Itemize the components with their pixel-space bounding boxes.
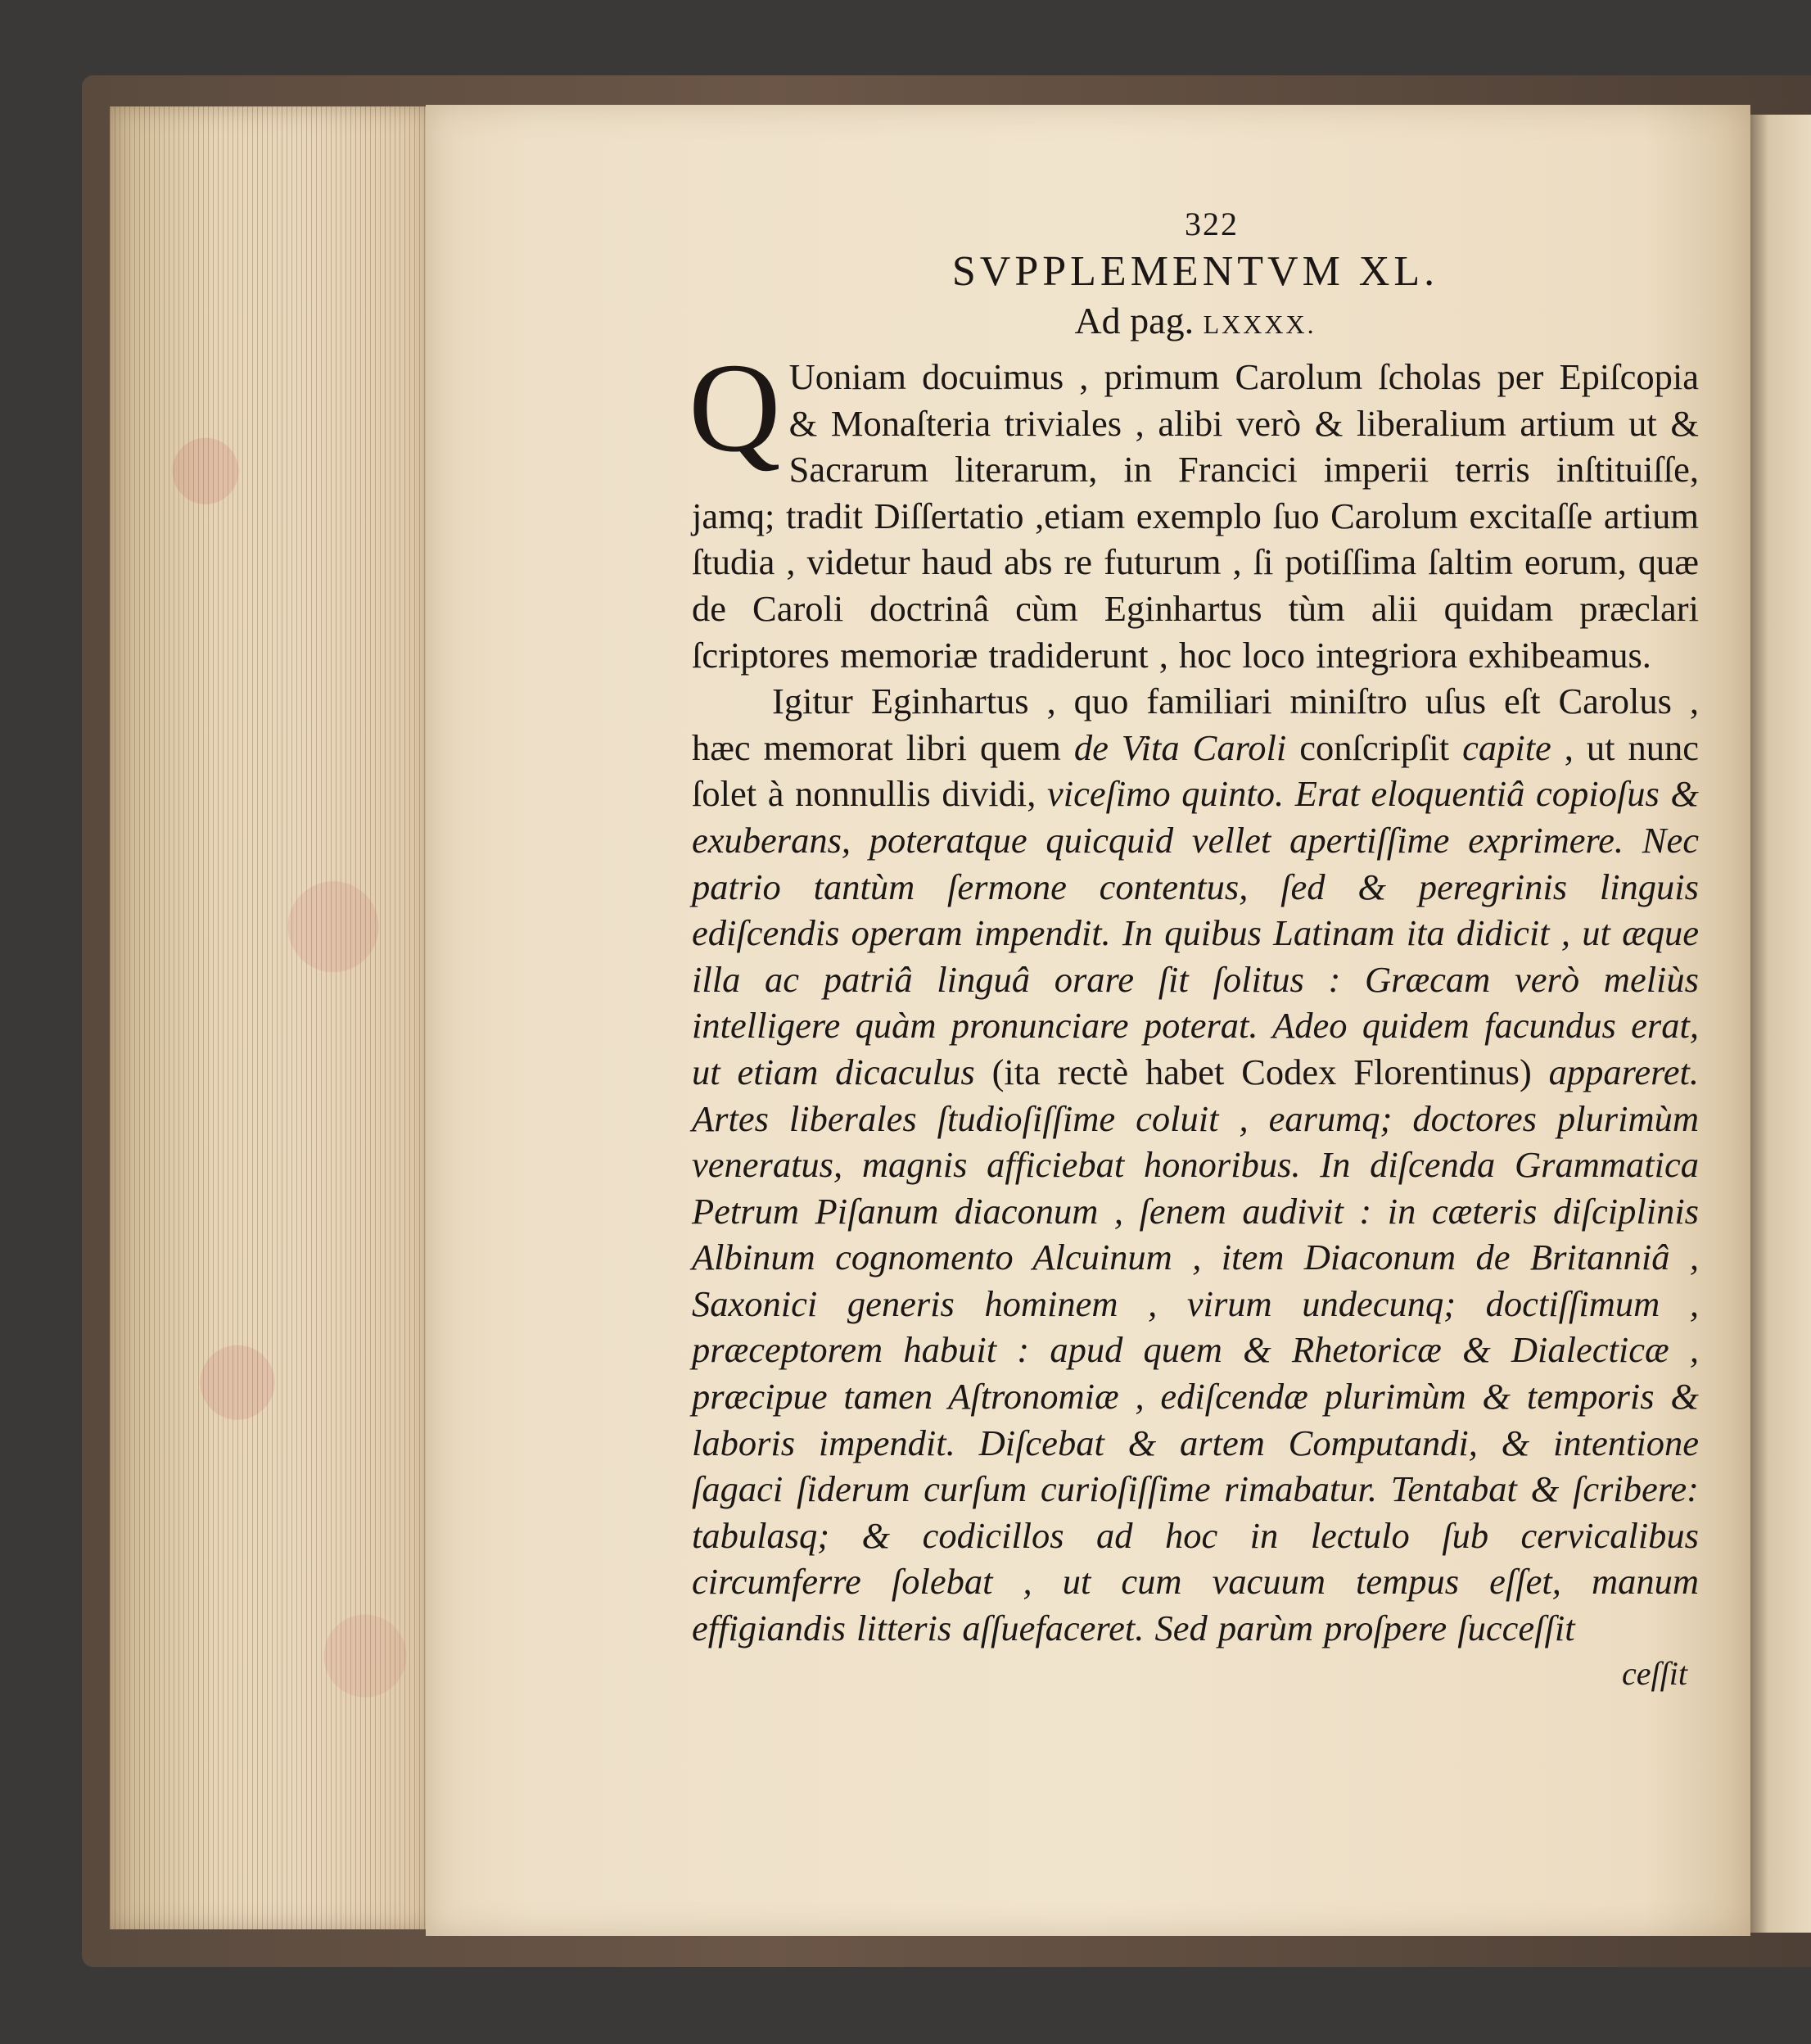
paragraph-2-quotation-1: viceſimo quinto. Erat eloquentiâ copioſus & exuberans, poteratque quicquid vellet apertiſſime exprimere. Nec patrio tantùm ſermone contentus, ſed & peregrinis linguis ediſcendis operam impendit. In quibus Latinam ita didicit , ut æque illa ac patriâ linguâ orare ſit ſolitus : Græcam verò meliùs intelligere quàm pronunciare poterat. Adeo quidem facundus erat, ut etiam dicaculus [692,773,1700,1092]
paragraph-2-quotation-2: appareret. Artes liberales ſtudioſiſſime coluit , earumq; doctores plurimùm veneratus, magnis afficiebat honoribus. In diſcenda Grammatica Petrum Piſanum diaconum , ſenem audivit : in cæteris diſciplinis Albinum cognomento Alcuinum , item Diaconum de Britanniâ , Saxonici generis hominem , virum undecunq; doctiſſimum , præceptorem habuit : apud quem & Rhetoricæ & Dialecticæ , præcipue tamen Aſtronomiæ , ediſcendæ plurimùm & temporis & laboris impendit. Diſcebat & artem Computandi, & intentione ſagaci ſiderum curſum curioſiſſime rimabatur. Tentabat & ſcribere: tabulasq; & codicillos ad hoc in lectulo ſub cervicalibus circumferre ſolebat , ut cum vacuum tempus eſſet, manum effigiandis litteris aſſuefaceret. Sed parùm proſpere ſucceſſit [692,1051,1699,1649]
paragraph-2-capite: capite [1462,726,1551,768]
paragraph-2-part-1: Igitur Eginhartus , quo familiari miniſtro uſus eſt Carolus , hæc memorat libri quem [692,681,1699,768]
red-speckled-edge [110,106,429,1929]
facing-page-edge [1750,115,1811,1933]
catchword: ceſſit [1622,1654,1687,1692]
subheading-reference: LXXXX. [1203,310,1316,339]
section-heading: SVPPLEMENTVM XL. [951,248,1439,295]
paragraph-2-part-7: (ita rectè habet Codex Florentinus) [974,1051,1549,1092]
page-number: 322 [1185,206,1239,242]
page-stack-edge [110,106,429,1929]
paragraph-1 [689,337,1699,678]
paragraph-2-part-5: , ut nunc ſolet à nonnullis dividi, [692,726,1700,815]
section-subheading [692,298,1699,347]
paragraph-2-title-italic: de Vita Caroli [1073,726,1287,768]
drop-cap: Q [689,337,781,478]
page-text-block [689,205,1700,1694]
paragraph-2 [692,678,1699,1651]
subheading-prefix: Ad pag. [1074,300,1195,341]
paragraph-1-text: Uoniam docuimus , primum Carolum ſcholas per Epiſcopia & Monaſteria triviales , alibi verò & liberalium artium ut & Sacrarum literarum, in Francici imperii terris inſtituiſſe, jamq; tradit Diſſertatio ,etiam exemplo ſuo Carolum excitaſſe artium ſtudia , videtur haud abs re futurum , ſi potiſſima ſaltim eorum, quæ de Caroli doctrinâ cùm Eginhartus tùm alii quidam præclari ſcriptores memoriæ tradiderunt , hoc loco integriora exhibeamus. [692,356,1699,676]
paragraph-2-part-3: conſcripſit [1286,726,1463,768]
